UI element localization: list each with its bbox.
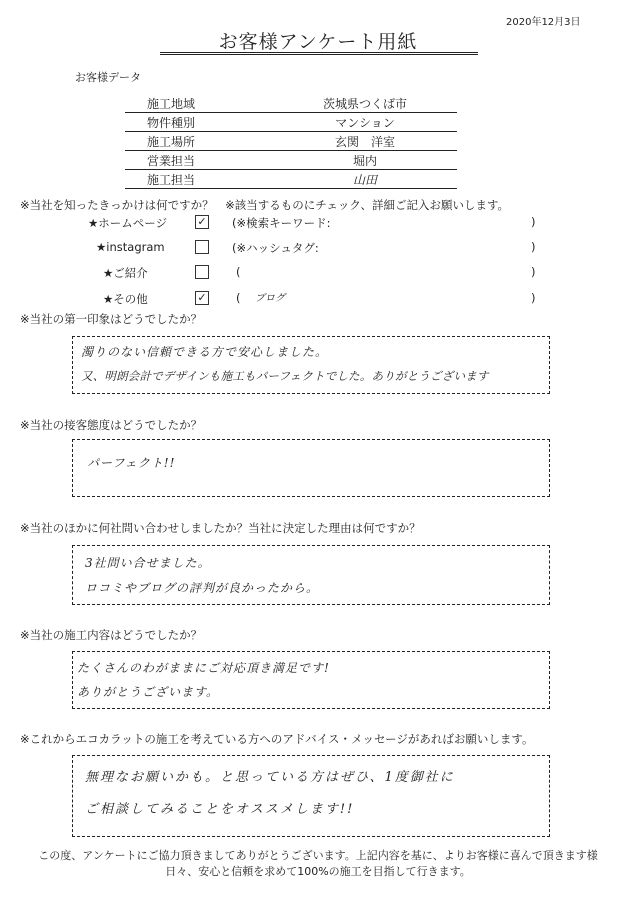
answer-line: ありがとうございます。 — [77, 685, 220, 699]
detail-label: ( — [236, 291, 241, 305]
customer-row-location — [125, 131, 457, 151]
answer-line: ロコミやブログの評判が良かったから。 — [85, 581, 320, 595]
answer-line: 無理なお願いかも。と思っている方はぜひ、1度御社に — [85, 770, 455, 785]
detail-label: (※検索キーワード: — [232, 216, 331, 230]
row-value: 茨城県つくば市 — [322, 97, 407, 111]
title-underline — [160, 52, 478, 53]
source-label: ★ご紹介 — [103, 266, 148, 280]
footer-line-2: 日々、安心と信頼を求めて100%の施工を目指して行きます。 — [165, 865, 471, 878]
row-label: 営業担当 — [147, 154, 196, 168]
row-label: 施工地域 — [147, 97, 196, 111]
question-first-impression: ※当社の第一印象はどうでしたか？ — [20, 312, 203, 326]
question-advice: ※これからエコカラットの施工を考えている方へのアドバイス・メッセージがあればお願いします。 — [20, 732, 534, 746]
checkbox-homepage[interactable]: ✓ — [195, 215, 209, 229]
detail-close: ) — [531, 291, 536, 305]
answer-line: パーフェクト!! — [87, 456, 176, 470]
row-label: 施工担当 — [147, 173, 196, 187]
detail-label: ( — [236, 265, 241, 279]
answer-box-first-impression — [72, 336, 550, 394]
customer-row-area — [125, 93, 457, 113]
row-value: 堀内 — [352, 154, 377, 168]
title-underline-2 — [160, 54, 478, 55]
customer-row-property — [125, 112, 457, 132]
question-service: ※当社の接客態度はどうでしたか？ — [20, 418, 203, 432]
detail-close: ) — [531, 265, 536, 279]
source-label: ★instagram — [96, 240, 165, 254]
answer-line: 3社問い合せました。 — [85, 556, 211, 570]
answer-box-service — [72, 439, 550, 497]
detail-close: ) — [531, 215, 536, 229]
source-label: ★その他 — [103, 292, 148, 306]
answer-line: たくさんのわがままにご対応頂き満足です! — [77, 661, 330, 675]
detail-value: ブログ — [255, 293, 285, 304]
detail-label: (※ハッシュタグ: — [232, 241, 319, 255]
question-work-quality: ※当社の施工内容はどうでしたか？ — [20, 628, 203, 642]
source-label: ★ホームページ — [88, 216, 168, 230]
checkbox-other[interactable]: ✓ — [195, 291, 209, 305]
answer-box-work-quality — [72, 651, 550, 709]
answer-line: 濁りのない信頼できる方で安心しました。 — [81, 345, 329, 359]
customer-data-label: お客様データ — [75, 71, 141, 84]
answer-box-advice — [72, 755, 550, 837]
question-source: ※当社を知ったきっかけは何ですか？ ※該当するものにチェック、詳細ご記入お願いします。 — [20, 198, 510, 212]
checkbox-referral[interactable] — [195, 265, 209, 279]
survey-date: 2020年12月3日 — [506, 17, 581, 28]
row-label: 物件種別 — [147, 116, 196, 130]
row-value: 山田 — [352, 173, 377, 187]
answer-box-comparison — [72, 545, 550, 605]
detail-close: ) — [531, 240, 536, 254]
footer-line-1: この度、アンケートにご協力頂きましてありがとうございます。上記内容を基に、よりお客様に喜んで頂きます様 — [38, 849, 598, 862]
customer-row-installer — [125, 169, 457, 189]
row-value: 玄関 洋室 — [334, 135, 395, 149]
answer-line: ご相談してみることをオススメします!! — [85, 802, 355, 817]
question-comparison: ※当社のほかに何社問い合わせしましたか？当社に決定した理由は何ですか？ — [20, 521, 421, 535]
customer-row-sales — [125, 150, 457, 170]
row-label: 施工場所 — [147, 135, 196, 149]
checkbox-instagram[interactable] — [195, 240, 209, 254]
page-title: お客様アンケート用紙 — [218, 31, 418, 53]
row-value: マンション — [335, 116, 395, 130]
answer-line: 又、明朗会計でデザインも施工もパーフェクトでした。ありがとうございます — [81, 369, 489, 383]
